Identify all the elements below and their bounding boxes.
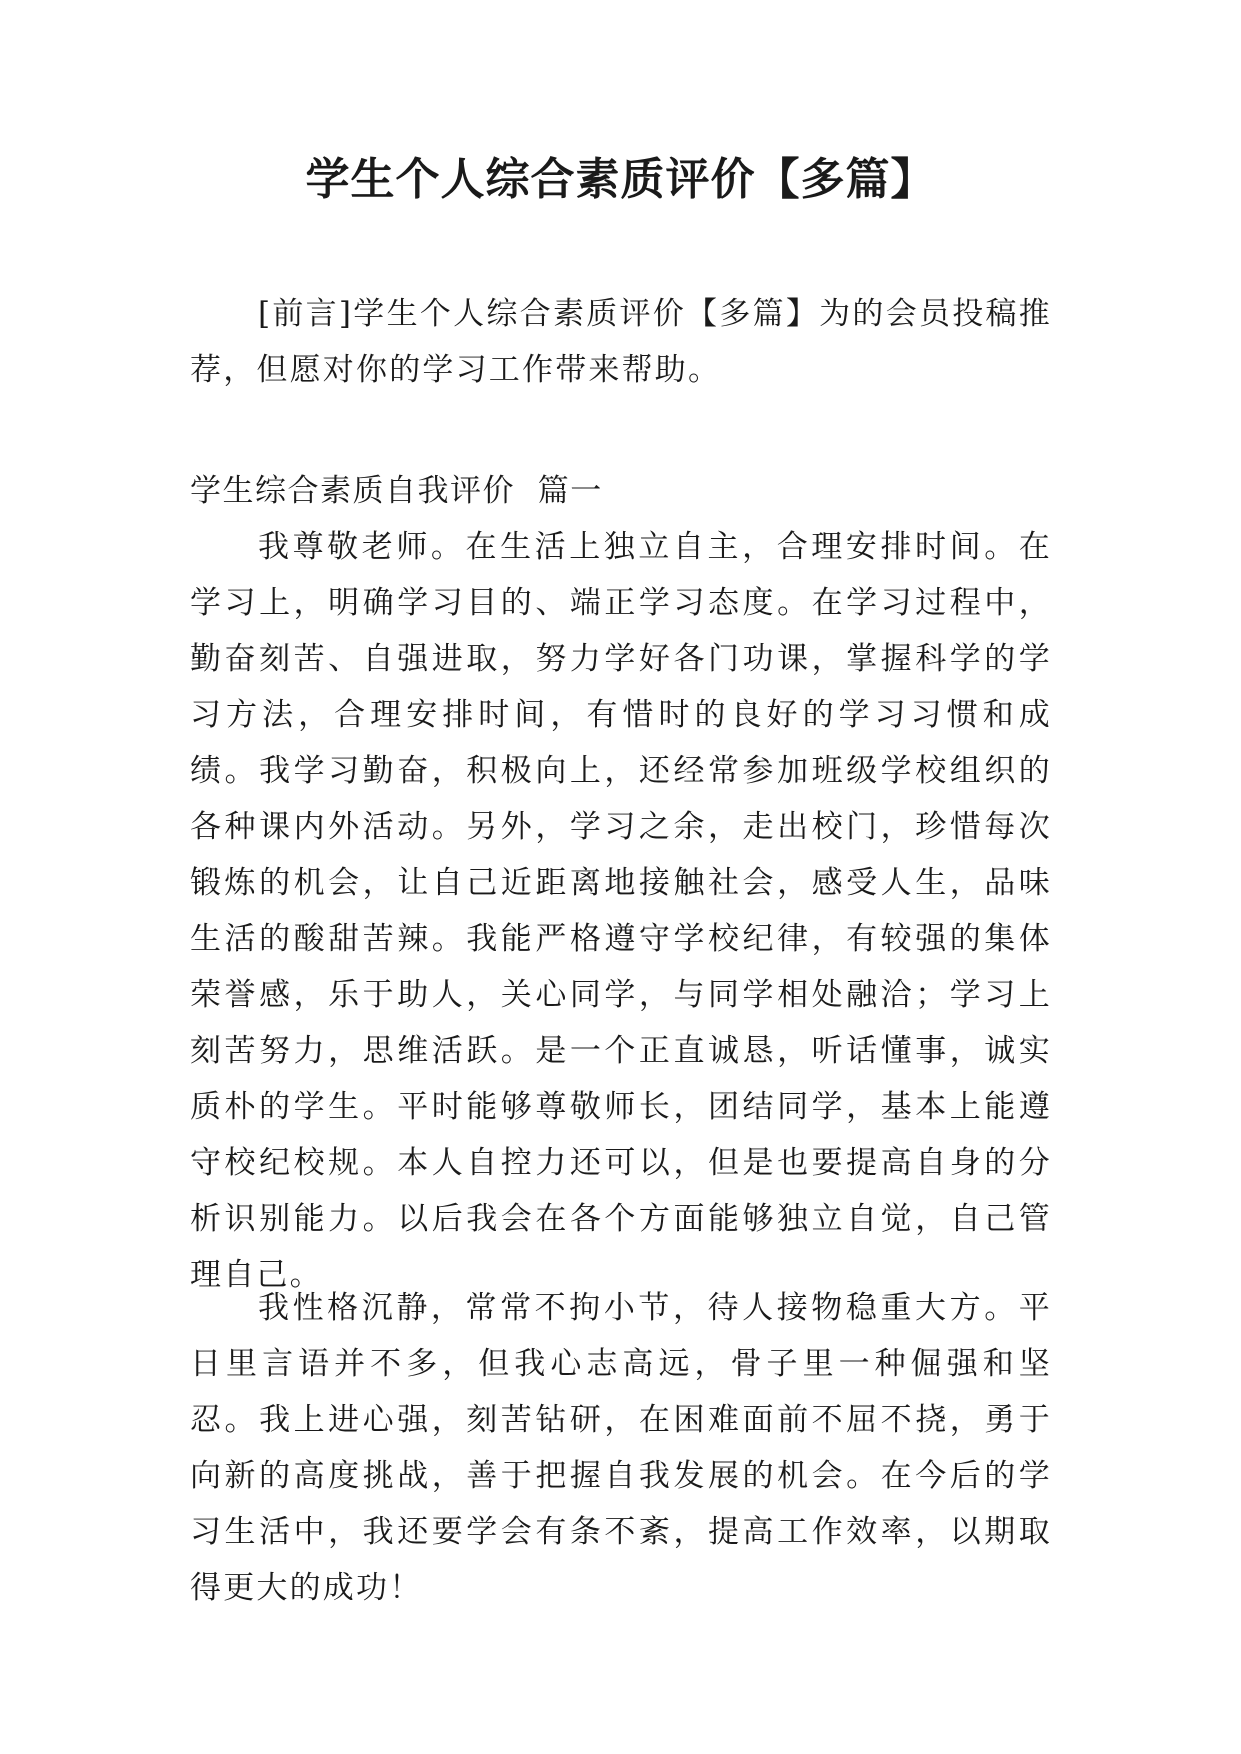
preface-paragraph: [前言]学生个人综合素质评价【多篇】为的会员投稿推荐，但愿对你的学习工作带来帮助。 <box>190 296 1052 388</box>
document-title: 学生个人综合素质评价【多篇】 <box>305 154 936 205</box>
body-paragraph-2: 我性格沉静，常常不拘小节，待人接物稳重大方。平日里言语并不多，但我心志高远，骨子里一种倔强和坚忍。我上进心强，刻苦钻研，在困难面前不屈不挠，勇于向新的高度挑战，善于把握自我发展的机会。在今后的学习生活中，我还要学会有条不紊，提高工作效率，以期取得更大的成功！ <box>190 1290 1052 1606</box>
body-paragraph-1: 我尊敬老师。在生活上独立自主，合理安排时间。在学习上，明确学习目的、端正学习态度。在学习过程中，勤奋刻苦、自强进取，努力学好各门功课，掌握科学的学习方法，合理安排时间，有惜时的良好的学习习惯和成绩。我学习勤奋，积极向上，还经常参加班级学校组织的各种课内外活动。另外，学习之余，走出校门，珍惜每次锻炼的机会，让自己近距离地接触社会，感受人生，品味生活的酸甜苦辣。我能严格遵守学校纪律，有较强的集体荣誉感，乐于助人，关心同学，与同学相处融洽；学习上刻苦努力，思维活跃。是一个正直诚恳，听话懂事，诚实质朴的学生。平时能够尊敬师长，团结同学，基本上能遵守校纪校规。本人自控力还可以，但是也要提高自身的分析识别能力。以后我会在各个方面能够独立自觉，自己管理自己。 <box>190 529 1052 1293</box>
section-heading: 学生综合素质自我评价 篇一 <box>190 473 603 509</box>
